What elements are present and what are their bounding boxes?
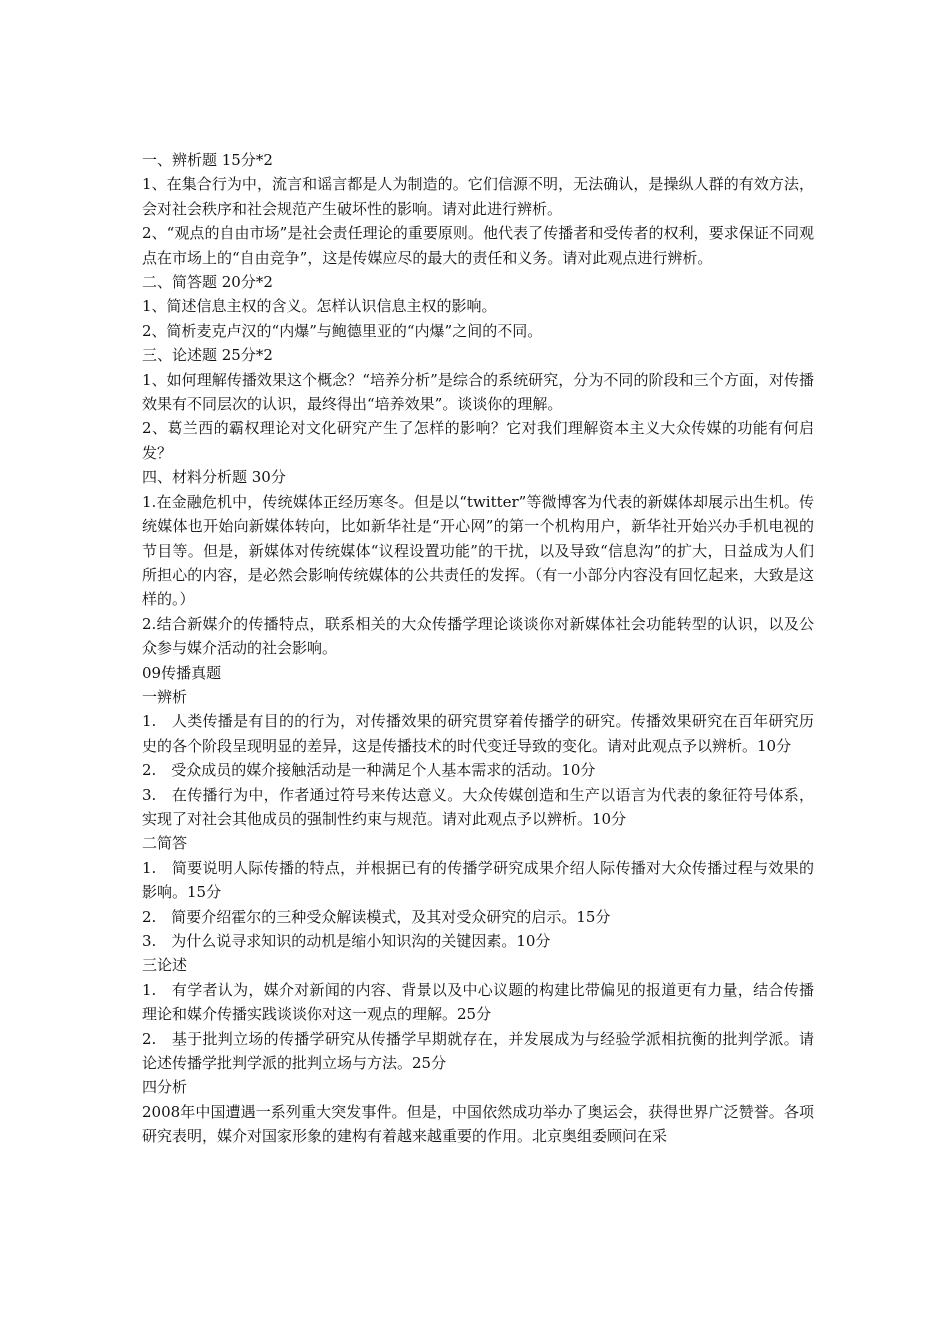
question-paragraph: 2. 受众成员的媒介接触活动是一种满足个人基本需求的活动。10分 [142, 761, 596, 780]
section-heading-4: 四、材料分析题 30分 [142, 468, 286, 487]
question-paragraph: 2.结合新媒介的传播特点，联系相关的大众传播学理论谈谈你对新媒体社会功能转型的认识，以及公众参与媒介活动的社会影响。 [142, 614, 814, 658]
section-heading: 三论述 [142, 956, 188, 975]
section-heading-3: 三、论述题 25分*2 [142, 346, 273, 365]
material-paragraph: 2008年中国遭遇一系列重大突发事件。但是，中国依然成功举办了奥运会，获得世界广泛赞誉。各项研究表明，媒介对国家形象的建构有着越来越重要的作用。北京奥组委顾问在采 [142, 1102, 814, 1146]
question-paragraph: 2、“观点的自由市场”是社会责任理论的重要原则。他代表了传播者和受传者的权利，要求保证不同观点在市场上的“自由竞争”，这是传媒应尽的最大的责任和义务。请对此观点进行辨析。 [142, 224, 814, 267]
question-paragraph: 1、简述信息主权的含义。怎样认识信息主权的影响。 [142, 297, 497, 316]
question-paragraph: 2、简析麦克卢汉的“内爆”与鲍德里亚的“内爆”之间的不同。 [142, 321, 543, 340]
section-heading: 二简答 [142, 834, 188, 853]
question-paragraph: 1、在集合行为中，流言和谣言都是人为制造的。它们信源不明，无法确认，是操纵人群的有效方法，会对社会秩序和社会规范产生破坏性的影响。请对此进行辨析。 [142, 175, 814, 218]
question-paragraph: 1. 简要说明人际传播的特点，并根据已有的传播学研究成果介绍人际传播对大众传播过程与效果的影响。15分 [142, 858, 814, 902]
section-heading: 四分析 [142, 1078, 188, 1097]
question-paragraph: 1. 有学者认为，媒介对新闻的内容、背景以及中心议题的构建比带偏见的报道更有力量，结合传播理论和媒介传播实践谈谈你对这一观点的理解。25分 [142, 980, 814, 1024]
question-paragraph: 1. 人类传播是有目的的行为，对传播效果的研究贯穿着传播学的研究。传播效果研究在百年研究历史的各个阶段呈现明显的差异，这是传播技术的时代变迁导致的变化。请对此观点予以辨析。10分 [142, 712, 814, 755]
section-heading-2: 二、简答题 20分*2 [142, 273, 273, 292]
question-paragraph: 1、如何理解传播效果这个概念？“培养分析”是综合的系统研究，分为不同的阶段和三个方面，对传播效果有不同层次的认识，最终得出“培养效果”。谈谈你的理解。 [142, 370, 814, 414]
question-paragraph: 2、葛兰西的霸权理论对文化研究产生了怎样的影响？它对我们理解资本主义大众传媒的功能有何启发？ [142, 419, 814, 462]
question-paragraph: 3. 为什么说寻求知识的动机是缩小知识沟的关键因素。10分 [142, 932, 551, 950]
section-heading-1: 一、辨析题 15分*2 [142, 151, 273, 169]
question-paragraph: 2. 简要介绍霍尔的三种受众解读模式，及其对受众研究的启示。15分 [142, 907, 611, 926]
question-paragraph: 2. 基于批判立场的传播学研究从传播学早期就存在，并发展成为与经验学派相抗衡的批判学派。请论述传播学批判学派的批判立场与方法。25分 [142, 1029, 814, 1073]
document-body [142, 148, 814, 1149]
question-paragraph: 3. 在传播行为中，作者通过符号来传达意义。大众传媒创造和生产以语言为代表的象征符号体系，实现了对社会其他成员的强制性约束与规范。请对此观点予以辨析。10分 [142, 785, 814, 828]
section-heading: 一辨析 [142, 687, 188, 706]
exam-title: 09传播真题 [142, 663, 222, 682]
material-paragraph: 1.在金融危机中，传统媒体正经历寒冬。但是以“twitter”等微博客为代表的新媒体却展示出生机。传统媒体也开始向新媒体转向，比如新华社是“开心网”的第一个机构用户，新华社开始兴办手机电视的节目等。但是，新媒体对传统媒体“议程设置功能”的干扰，以及导致“信息沟”的扩大，日益成为人们所担心的内容，是必然会影响传统媒体的公共责任的发挥。（有一小部分内容没有回忆起来，大致是这样的。） [142, 492, 814, 609]
